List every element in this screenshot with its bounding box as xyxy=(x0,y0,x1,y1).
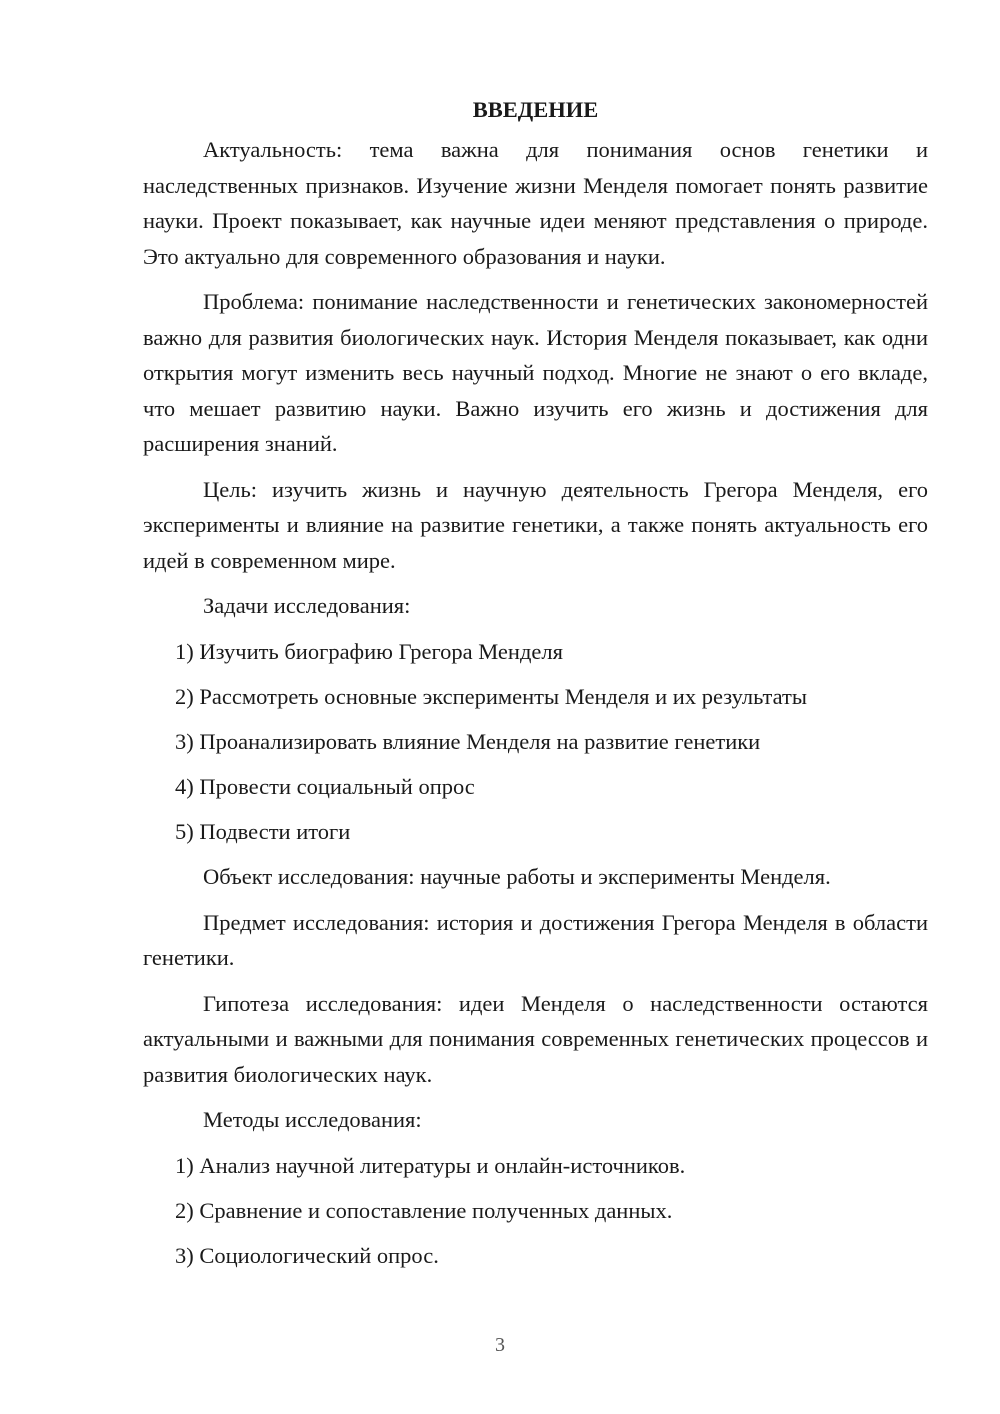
section-title: ВВЕДЕНИЕ xyxy=(472,97,599,122)
problem-paragraph: Проблема: понимание наследственности и генетических закономерностей важно для развития биологических наук. История Менделя показывает, как одни открытия могут изменить весь научный подход. Многие не знают о его вкладе, что мешает развитию науки. Важно изучить его жизнь и достижения для расширения знаний. xyxy=(143,289,928,456)
list-item: 2) Рассмотреть основные эксперименты Менделя и их результаты xyxy=(175,683,807,709)
hypothesis-paragraph: Гипотеза исследования: идеи Менделя о наследственности остаются актуальными и важными для понимания современных генетических процессов и развития биологических наук. xyxy=(143,990,928,1087)
methods-list xyxy=(143,1148,928,1274)
list-item: 1) Изучить биографию Грегора Менделя xyxy=(175,638,563,664)
list-item: 4) Провести социальный опрос xyxy=(175,773,475,799)
list-item: 3) Проанализировать влияние Менделя на развитие генетики xyxy=(175,728,761,754)
tasks-label: Задачи исследования: xyxy=(203,593,411,618)
object-paragraph: Объект исследования: научные работы и эксперименты Менделя. xyxy=(203,864,831,889)
relevance-paragraph: Актуальность: тема важна для понимания основ генетики и наследственных признаков. Изучение жизни Менделя помогает понять развитие науки. Проект показывает, как научные идеи меняют представления о природе. Это актуально для современного образования и науки. xyxy=(143,137,928,269)
list-item: 1) Анализ научной литературы и онлайн-источников. xyxy=(175,1152,686,1178)
list-item: 2) Сравнение и сопоставление полученных данных. xyxy=(175,1197,673,1223)
page-content xyxy=(143,92,928,1283)
page-number: 3 xyxy=(495,1334,505,1356)
subject-paragraph: Предмет исследования: история и достижения Грегора Менделя в области генетики. xyxy=(143,909,928,970)
methods-label: Методы исследования: xyxy=(203,1107,422,1132)
goal-paragraph: Цель: изучить жизнь и научную деятельность Грегора Менделя, его эксперименты и влияние на развитие генетики, а также понять актуальность его идей в современном мире. xyxy=(143,476,928,573)
list-item: 5) Подвести итоги xyxy=(175,818,351,844)
list-item: 3) Социологический опрос. xyxy=(175,1242,439,1268)
tasks-list xyxy=(143,634,928,850)
